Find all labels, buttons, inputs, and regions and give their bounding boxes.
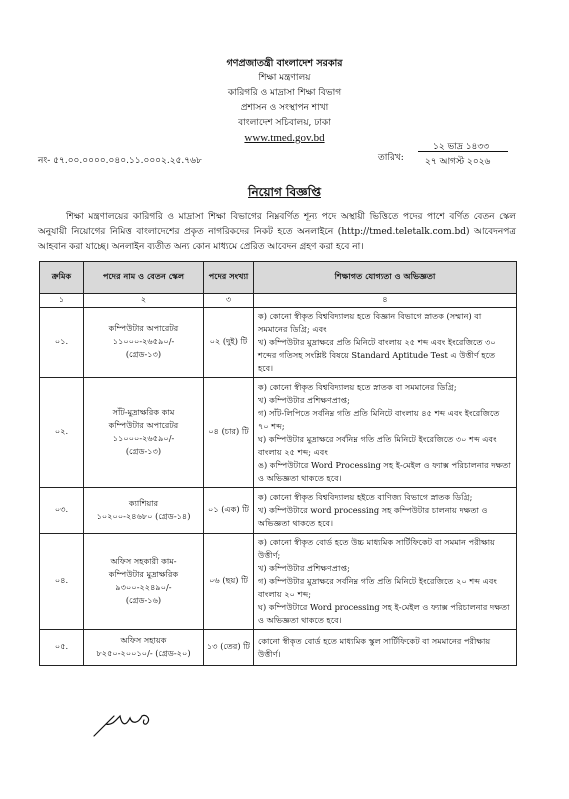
post-line: অফিস সহায়ক bbox=[120, 634, 167, 645]
website-link[interactable]: www.tmed.gov.bd bbox=[244, 132, 325, 144]
qualification-item: গ) কম্পিউটার মুদ্রাক্ষরে সর্বনিম্ন গতি প্রতি মিনিটে ইংরেজিতে ২০ শব্দ এবং বাংলায় ২০ শব্দ; bbox=[258, 576, 497, 599]
qualification-item: খ) কম্পিউটারে word processing সহ কম্পিউটার চালনায় দক্ষতা ও অভিজ্ঞতা থাকতে হবে। bbox=[258, 505, 488, 528]
header-count: পদের সংখ্যা bbox=[204, 262, 254, 294]
row-count: ০৪ (চার) টি bbox=[204, 378, 254, 488]
row-qualification bbox=[254, 534, 517, 630]
qualification-item: কোনো স্বীকৃত বোর্ড হতে মাধ্যমিক স্কুল সার্টিফিকেট বা সমমানের পরীক্ষায় উত্তীর্ণ। bbox=[258, 635, 491, 659]
column-number: ২ bbox=[84, 294, 204, 308]
row-count: ০৬ (ছয়) টি bbox=[204, 534, 254, 630]
row-count: ১৩ (তের) টি bbox=[204, 630, 254, 666]
post-line: ১১০০০-২৬৫৯০/- bbox=[112, 432, 175, 443]
table-row bbox=[40, 378, 517, 488]
row-post bbox=[84, 378, 204, 488]
memo-number: নং- ৫৭.০০.০০০০.০৪০.১১.০০০২.২৫.৭৬৮ bbox=[38, 156, 202, 166]
column-number: ৪ bbox=[254, 294, 517, 308]
government-name: গণপ্রজাতন্ত্রী বাংলাদেশ সরকার bbox=[226, 58, 343, 69]
post-line: অফিস সহকারী কাম- bbox=[110, 555, 177, 566]
column-number: ১ bbox=[40, 294, 84, 308]
qualification-item: ঙ) কম্পিউটারে Word Processing সহ ই-মেইল ও ফ্যাক্স পরিচালনার দক্ষতা ও অভিজ্ঞতা থাকতে হবে। bbox=[258, 459, 511, 483]
post-line: কম্পিউটার অপারেটর bbox=[108, 323, 179, 333]
row-qualification bbox=[254, 630, 517, 666]
post-line: সাঁট-মুদ্রাক্ষরিক কাম bbox=[112, 406, 175, 417]
row-serial: ০৫. bbox=[40, 630, 84, 666]
table-header-row bbox=[40, 262, 517, 294]
division-name: কারিগরি ও মাদ্রাসা শিক্ষা বিভাগ bbox=[227, 88, 342, 98]
header-qualification: শিক্ষাগত যোগ্যতা ও অভিজ্ঞতা bbox=[254, 262, 517, 294]
qualification-item: গ) সাঁট-লিপিতে সর্বনিম্ন গতি প্রতি মিনিটে বাংলায় ৪৫ শব্দ এবং ইংরেজিতে ৭০ শব্দ; bbox=[258, 407, 500, 431]
post-line: (গ্রেড-১৩) bbox=[125, 445, 162, 456]
date-label: তারিখ: bbox=[378, 153, 404, 163]
letterhead bbox=[0, 56, 569, 146]
ministry-name: শিক্ষা মন্ত্রণালয় bbox=[258, 73, 311, 83]
column-number: ৩ bbox=[204, 294, 254, 308]
post-line: (গ্রেড-১৬) bbox=[125, 594, 162, 605]
table-row bbox=[40, 488, 517, 534]
branch-name: প্রশাসন ও সংস্থাপন শাখা bbox=[240, 103, 329, 113]
qualification-item: ক) কোনো স্বীকৃত বিশ্ববিদ্যালয় হতে স্নাতক বা সমমানের ডিগ্রি; bbox=[258, 381, 457, 392]
header-post: পদের নাম ও বেতন স্কেল bbox=[84, 262, 204, 294]
row-post bbox=[84, 488, 204, 534]
signature-icon bbox=[92, 706, 162, 740]
date-english: ২৭ আগস্ট ২০২৬ bbox=[425, 157, 491, 167]
row-serial: ০১. bbox=[40, 308, 84, 378]
qualification-item: খ) কম্পিউটার মুদ্রাক্ষরে প্রতি মিনিটে বাংলায় ২৫ শব্দ এবং ইংরেজিতে ৩০ শব্দের গতিসহ সংশ্লিষ্ট বিষয়ে Standard Aptitude Test এ উত্তীর্ণ হতে হবে। bbox=[258, 337, 496, 373]
notice-title: নিয়োগ বিজ্ঞপ্তি bbox=[248, 185, 321, 199]
row-qualification bbox=[254, 378, 517, 488]
date-divider bbox=[418, 151, 508, 152]
post-line: ক্যাশিয়ার bbox=[128, 497, 159, 508]
row-post bbox=[84, 308, 204, 378]
table-row bbox=[40, 308, 517, 378]
row-qualification bbox=[254, 308, 517, 378]
row-serial: ০৪. bbox=[40, 534, 84, 630]
date-bangla: ১২ ভাদ্র ১৪৩৩ bbox=[433, 142, 490, 152]
post-line: ১০২০০-২৪৬৮০ (গ্রেড-১৪) bbox=[96, 510, 191, 521]
office-address: বাংলাদেশ সচিবালয়, ঢাকা bbox=[238, 118, 331, 128]
row-count: ০১ (এক) টি bbox=[204, 488, 254, 534]
qualification-item: ঘ) কম্পিউটারে Word processing সহ ই-মেইল ও ফ্যাক্স পরিচালনার দক্ষতা ও অভিজ্ঞতা থাকতে হবে। bbox=[258, 602, 510, 625]
qualification-item: খ) কম্পিউটার প্রশিক্ষণপ্রাপ্ত; bbox=[258, 563, 350, 573]
intro-paragraph: শিক্ষা মন্ত্রণালয়ের কারিগরি ও মাদ্রাসা শিক্ষা বিভাগের নিম্নবর্ণিত শূন্য পদে অস্থায়ী ভিত্তিতে পদের পাশে বর্ণিত বেতন স্কেল অনুযায়ী নিয়োগের নিমিত্ত বাংলাদেশের প্রকৃত নাগরিকদের নিকট হতে অনলাইনে (http://tmed.teletalk.com.bd) আবেদনপত্র আহবান করা যাচ্ছে। অনলাইন ব্যতীত অন্য কোন মাধ্যমে প্রেরিত আবেদন গ্রহণ করা হবে না। bbox=[38, 212, 516, 252]
qualification-item: ক) কোনো স্বীকৃত বিশ্ববিদ্যালয় হইতে বাণিজ্য বিভাগে স্নাতক ডিগ্রি; bbox=[258, 492, 473, 502]
vacancy-table bbox=[39, 261, 517, 666]
qualification-item: খ) কম্পিউটার প্রশিক্ষণপ্রাপ্ত; bbox=[258, 394, 350, 405]
row-post bbox=[84, 534, 204, 630]
table-row bbox=[40, 630, 517, 666]
post-line: ৯৩০০-২২৪৯০/- bbox=[115, 581, 172, 592]
row-count: ০২ (দুই) টি bbox=[204, 308, 254, 378]
row-serial: ০২. bbox=[40, 378, 84, 488]
post-line: (গ্রেড-১৩) bbox=[125, 349, 162, 359]
column-number-row bbox=[40, 294, 517, 308]
post-line: ৮২৫০-২০০১০/- (গ্রেড-২০) bbox=[96, 647, 191, 658]
qualification-item: ক) কোনো স্বীকৃত বিশ্ববিদ্যালয় হতে বিজ্ঞান বিভাগে স্নাতক (সম্মান) বা সমমানের ডিগ্রি; এবং bbox=[258, 311, 482, 334]
row-qualification bbox=[254, 488, 517, 534]
header-serial: ক্রমিক bbox=[40, 262, 84, 294]
row-serial: ০৩. bbox=[40, 488, 84, 534]
post-line: ১১০০০-২৬৫৯০/- bbox=[112, 336, 175, 346]
post-line: কম্পিউটার অপারেটর bbox=[108, 419, 179, 430]
post-line: কম্পিউটার মুদ্রাক্ষরিক bbox=[108, 568, 179, 579]
row-post bbox=[84, 630, 204, 666]
qualification-item: ক) কোনো স্বীকৃত বোর্ড হতে উচ্চ মাধ্যমিক সার্টিফিকেট বা সমমান পরীক্ষায় উত্তীর্ণ; bbox=[258, 537, 495, 560]
table-row bbox=[40, 534, 517, 630]
qualification-item: ঘ) কম্পিউটার মুদ্রাক্ষরে সর্বনিম্ন গতি প্রতি মিনিটে ইংরেজিতে ৩০ শব্দ এবং বাংলায় ২৫ শব্দ; এবং bbox=[258, 433, 497, 457]
